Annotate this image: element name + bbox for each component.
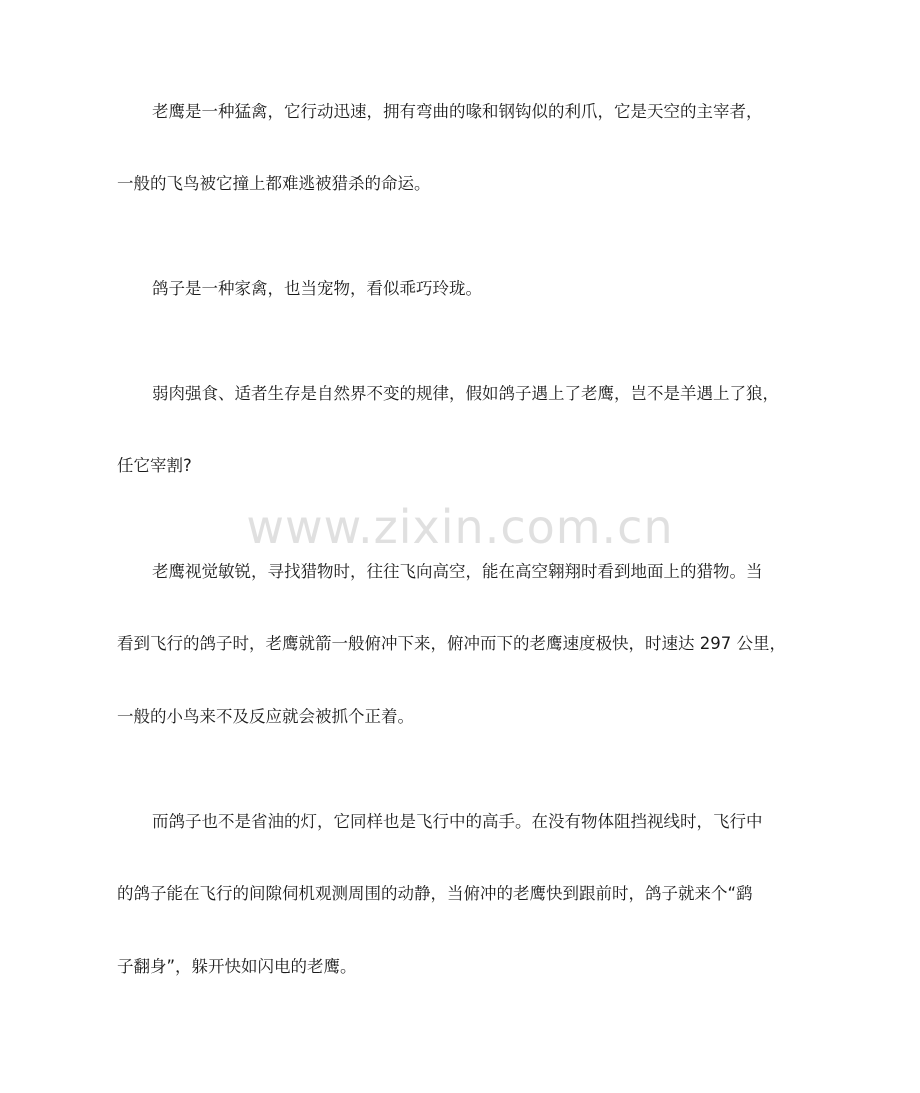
watermark: www.zixin.com.cn bbox=[246, 500, 674, 554]
paragraph-2-line-1: 鸽子是一种家禽，也当宠物，看似乖巧玲珑。 bbox=[152, 279, 482, 298]
paragraph-4-line-3: 一般的小鸟来不及反应就会被抓个正着。 bbox=[117, 707, 414, 726]
paragraph-3-line-2: 任它宰割? bbox=[117, 456, 192, 475]
paragraph-5-line-2: 的鸽子能在飞行的间隙伺机观测周围的动静，当俯冲的老鹰快到跟前时，鸽子就来个“鹞 bbox=[117, 884, 753, 903]
paragraph-4-line-1: 老鹰视觉敏锐，寻找猎物时，往往飞向高空，能在高空翱翔时看到地面上的猎物。当 bbox=[152, 562, 763, 581]
paragraph-4-line-2: 看到飞行的鸽子时，老鹰就箭一般俯冲下来，俯冲而下的老鹰速度极快，时速达 297 公里， bbox=[117, 634, 786, 653]
paragraph-1-line-1: 老鹰是一种猛禽，它行动迅速，拥有弯曲的喙和钢钩似的利爪，它是天空的主宰者， bbox=[152, 102, 763, 121]
paragraph-3-line-1: 弱肉强食、适者生存是自然界不变的规律，假如鸽子遇上了老鹰，岂不是羊遇上了狼， bbox=[152, 384, 779, 403]
paragraph-1-line-2: 一般的飞鸟被它撞上都难逃被猎杀的命运。 bbox=[117, 174, 431, 193]
paragraph-5-line-1: 而鸽子也不是省油的灯，它同样也是飞行中的高手。在没有物体阻挡视线时，飞行中 bbox=[152, 812, 763, 831]
paragraph-5-line-3: 子翻身”，躲开快如闪电的老鹰。 bbox=[117, 957, 357, 976]
